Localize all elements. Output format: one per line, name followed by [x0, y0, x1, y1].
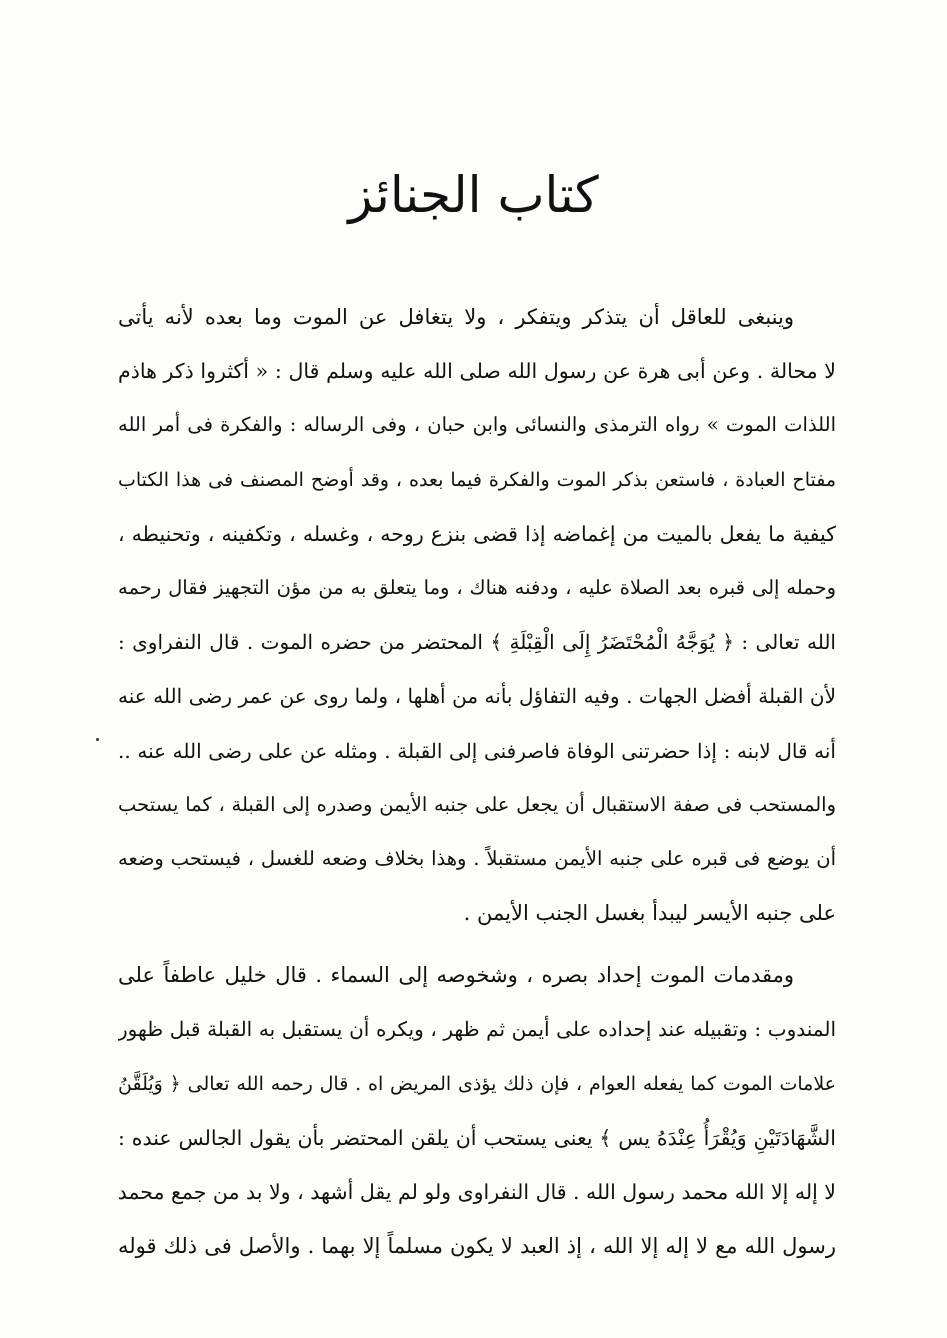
paragraph-gap [118, 940, 836, 948]
ink-speck [96, 738, 99, 741]
text-line: وحمله إلى قبره بعد الصلاة عليه ، ودفنه هناك ، وما يتعلق به من مؤن التجهيز فقال رحمه [118, 575, 836, 599]
text-line: الشَّهَادَتَيْنِ وَيُقْرَأُ عِنْدَهُ يس ﴾ يعنى يستحب أن يلقن المحتضر بأن يقول الجالس عنده : [118, 1125, 836, 1150]
text-line: اللذات الموت » رواه الترمذى والنسائى وابن حبان ، وفى الرساله : والفكرة فى أمر الله [118, 413, 836, 437]
text-line: وينبغى للعاقل أن يتذكر ويتفكر ، ولا يتغافل عن الموت وما بعده لأنه يأتى [118, 305, 794, 329]
text-line: أن يوضع فى قبره على جنبه الأيمن مستقبلاً . وهذا بخلاف وضعه للغسل ، فيستحب وضعه [118, 846, 836, 870]
text-line: رسول الله مع لا إله إلا الله ، إذ العبد لا يكون مسلماً إلا بهما . والأصل فى ذلك قوله [118, 1234, 836, 1259]
text-line: على جنبه الأيسر ليبدأ بغسل الجنب الأيمن . [463, 901, 836, 926]
chapter-title: كتاب الجنائز [348, 166, 599, 224]
text-line: الله تعالى : ﴿ يُوَجَّهُ الْمُحْتَضَرُ إِلَى الْقِبْلَةِ ﴾ المحتضر من حضره الموت . قال النفراوى : [118, 630, 836, 655]
text-line: ومقدمات الموت إحداد بصره ، وشخوصه إلى السماء . قال خليل عاطفاً على [118, 963, 794, 988]
text-line: كيفية ما يفعل بالميت من إغماضه إذا قضى بنزع روحه ، وغسله ، وتكفينه ، وتحنيطه ، [118, 521, 836, 546]
text-line: لا إله إلا الله محمد رسول الله . قال النفراوى ولو لم يقل أشهد ، ولا بد من جمع محمد [118, 1180, 836, 1204]
text-line: لا محالة . وعن أبى هرة عن رسول الله صلى الله عليه وسلم قال : « أكثروا ذكر هاذم [118, 359, 836, 384]
body-text [118, 290, 836, 1273]
text-line: أنه قال لابنه : إذا حضرتنى الوفاة فاصرفنى إلى القبلة . ومثله عن على رضى الله عنه .. [118, 738, 836, 763]
text-line: علامات الموت كما يفعله العوام ، فإن ذلك يؤذى المريض اه . قال رحمه الله تعالى ﴿ وَيُلَقَّنُ [118, 1072, 836, 1095]
text-line: لأن القبلة أفضل الجهات . وفيه التفاؤل بأنه من أهلها ، ولما روى عن عمر رضى الله عنه [118, 684, 836, 709]
text-line: المندوب : وتقبيله عند إحداده على أيمن ثم ظهر ، ويكره أن يستقبل به القبلة قبل ظهور [118, 1017, 836, 1042]
text-line: والمستحب فى صفة الاستقبال أن يجعل على جنبه الأيمن وصدره إلى القبلة ، كما يستحب [118, 792, 836, 816]
text-line: مفتاح العبادة ، فاستعن بذكر الموت والفكرة فيما بعده ، وقد أوضح المصنف فى هذا الكتاب [118, 468, 836, 491]
